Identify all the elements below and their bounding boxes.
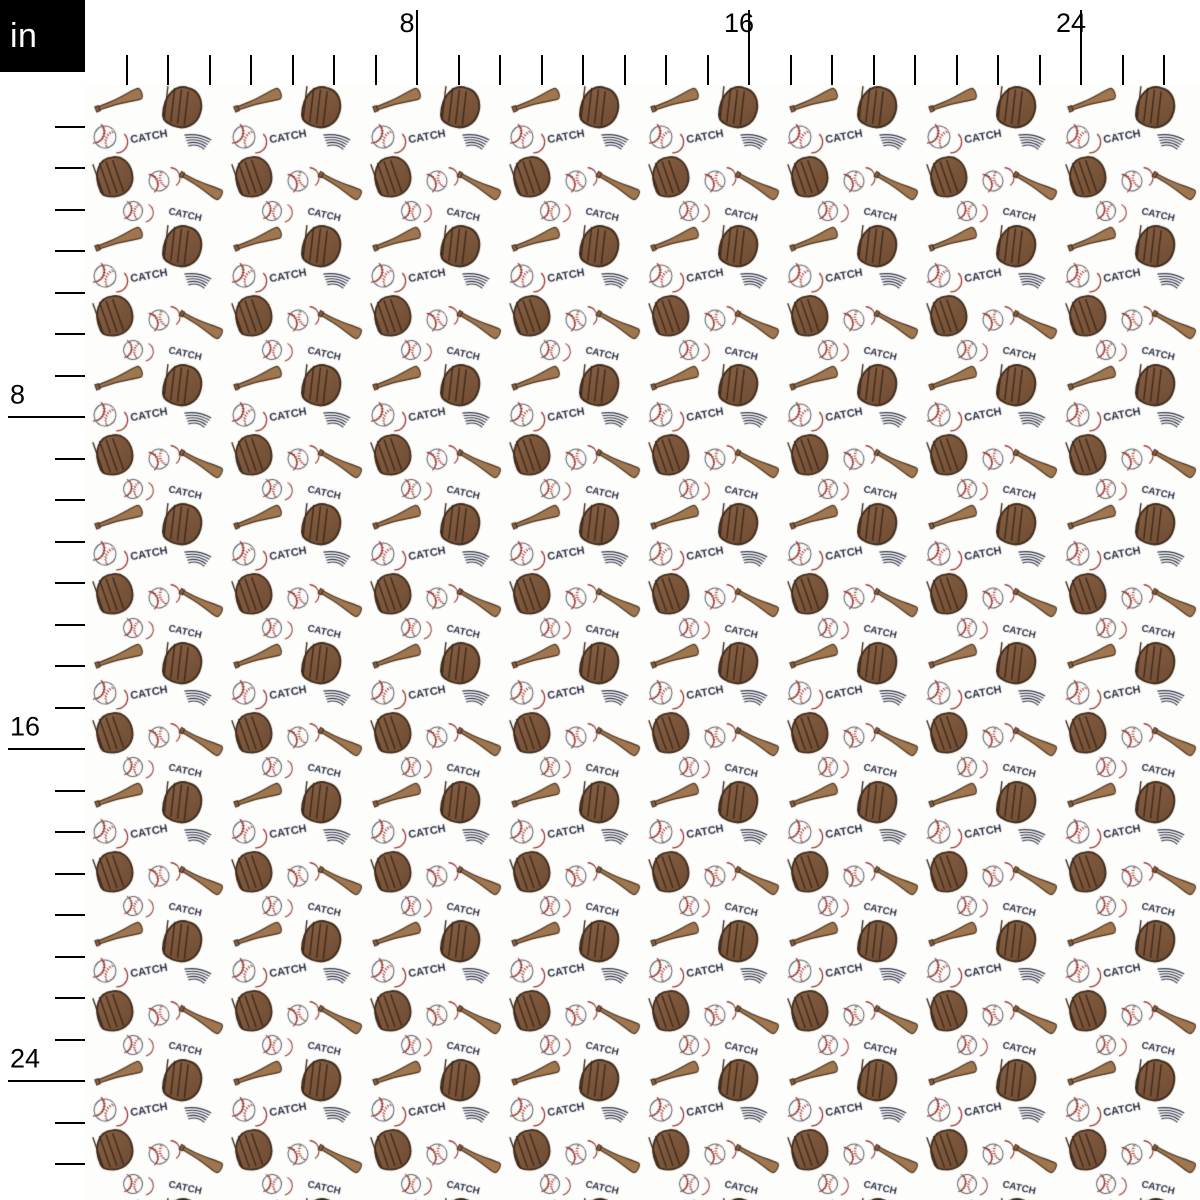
unit-badge [0,0,85,72]
ruler-label-top-8: 8 [399,8,415,38]
ruler-tick-minor-top [1122,55,1124,85]
ruler-tick-minor-left [55,624,85,626]
ruler-tick-minor-left [55,665,85,667]
ruler-label-left-24: 24 [10,1043,41,1074]
ruler-tick-minor-left [55,499,85,501]
ruler-top [0,0,1200,85]
ruler-tick-minor-top [499,55,501,85]
ruler-tick-major-top [416,10,418,85]
ruler-tick-minor-left [55,1122,85,1124]
ruler-tick-minor-left [55,209,85,211]
ruler-tick-minor-left [55,375,85,377]
ruler-tick-minor-top [582,55,584,85]
ruler-tick-minor-left [55,1163,85,1165]
ruler-tick-minor-left [55,250,85,252]
ruler-tick-minor-left [55,541,85,543]
ruler-tick-minor-top [458,55,460,85]
ruler-tick-minor-top [956,55,958,85]
ruler-label-top-16: 16 [723,8,755,38]
ruler-tick-major-left [8,748,85,750]
ruler-left [0,0,85,1200]
ruler-tick-minor-top [624,55,626,85]
ruler-tick-minor-left [55,292,85,294]
ruler-label-left-16: 16 [10,711,41,742]
ruler-tick-minor-left [55,873,85,875]
ruler-label-left-8: 8 [10,379,26,410]
ruler-tick-minor-top [873,55,875,85]
fabric-pattern-area [85,85,1200,1200]
ruler-tick-minor-left [55,997,85,999]
ruler-tick-minor-top [1163,55,1165,85]
ruler-tick-minor-left [55,914,85,916]
ruler-tick-minor-top [831,55,833,85]
ruler-tick-minor-left [55,956,85,958]
ruler-tick-minor-left [55,707,85,709]
ruler-tick-minor-top [250,55,252,85]
ruler-label-top-24: 24 [1055,8,1087,38]
ruler-tick-minor-left [55,167,85,169]
ruler-tick-minor-top [707,55,709,85]
ruler-tick-major-left [8,1080,85,1082]
ruler-tick-minor-left [55,458,85,460]
unit-label: in [10,17,38,55]
ruler-tick-minor-top [126,55,128,85]
ruler-tick-minor-left [55,126,85,128]
ruler-tick-minor-left [55,831,85,833]
ruler-tick-minor-top [292,55,294,85]
ruler-tick-minor-top [997,55,999,85]
ruler-tick-minor-top [665,55,667,85]
ruler-tick-minor-top [167,55,169,85]
ruler-tick-minor-top [790,55,792,85]
ruler-tick-minor-top [541,55,543,85]
ruler-tick-minor-top [333,55,335,85]
ruler-tick-minor-left [55,1039,85,1041]
ruler-tick-minor-left [55,790,85,792]
ruler-tick-minor-top [1039,55,1041,85]
ruler-tick-minor-left [55,333,85,335]
ruler-tick-major-left [8,416,85,418]
ruler-tick-minor-top [914,55,916,85]
ruler-tick-minor-top [375,55,377,85]
fabric-pattern-canvas [85,85,1200,1200]
ruler-tick-minor-top [209,55,211,85]
ruler-tick-minor-left [55,582,85,584]
